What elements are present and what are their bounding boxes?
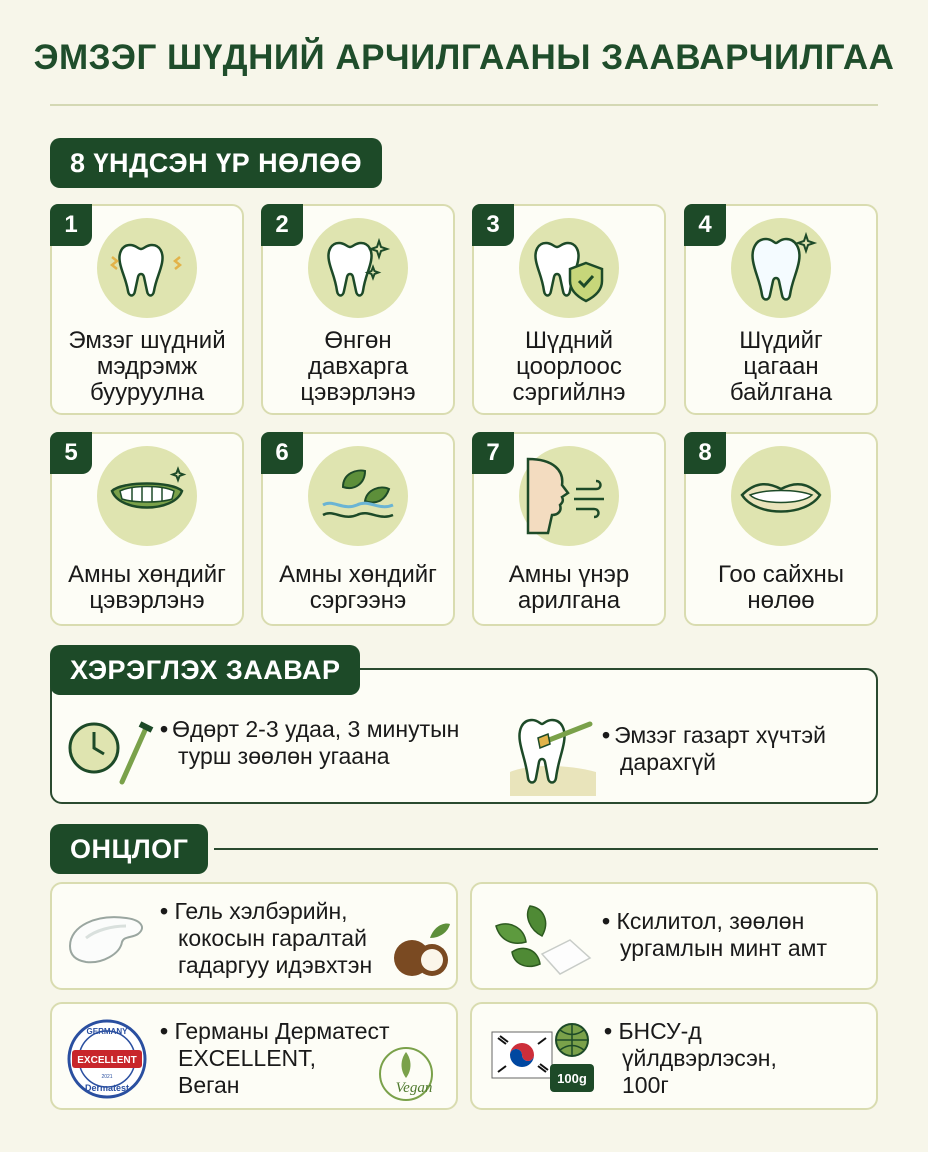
benefit-number: 3 (472, 204, 514, 246)
benefit-text-line: Шүдний (524, 327, 614, 354)
badge-year-text: 2021 (101, 1074, 113, 1080)
benefit-text-line: сэргээнэ (309, 587, 407, 614)
weight-label: 100g (557, 1071, 587, 1086)
benefit-text-line: Гоо сайхны (717, 561, 844, 588)
page-title: ЭМЗЭГ ШҮДНИЙ АРЧИЛГААНЫ ЗААВАРЧИЛГАА (33, 38, 895, 77)
features-heading (50, 824, 208, 874)
xylitol-line1: Ксилитол, зөөлөн (616, 908, 805, 934)
feature-card-gel: • Гель хэлбэрийн, кокосын гаралтай гадаргуу идэвхтэн (50, 882, 458, 990)
benefit-text-line: Шүдийг (739, 327, 823, 354)
derma-line3: Веган (178, 1072, 240, 1098)
benefit-text-line: цэвэрлэнэ (300, 379, 416, 406)
korea-line1: БНСУ-д (618, 1018, 702, 1044)
feature-card-korea: 100g • БНСУ-д үйлдвэрлэсэн, 100г (470, 1002, 878, 1110)
benefit-number: 8 (684, 432, 726, 474)
benefit-number: 4 (684, 204, 726, 246)
usage-heading (50, 645, 360, 695)
xylitol-line2: ургамлын минт амт (620, 935, 827, 961)
derma-line2: EXCELLENT, (178, 1045, 317, 1071)
benefit-text-line: сэргийлнэ (512, 379, 626, 406)
vegan-logo-icon (376, 1044, 446, 1104)
features-heading-text: ОНЦЛОГ (70, 833, 189, 864)
korea-line2: үйлдвэрлэсэн, (622, 1045, 777, 1071)
dermatest-badge-icon (66, 1018, 148, 1100)
benefit-card-1 (50, 204, 244, 415)
gel-line3: гадаргуу идэвхтэн (178, 952, 373, 978)
fresh-breath-icon (519, 446, 619, 546)
benefit-text-line: мэдрэмж (96, 353, 198, 380)
features-divider (214, 848, 878, 850)
benefit-card-2 (261, 204, 455, 415)
benefit-number: 6 (261, 432, 303, 474)
usage-heading-text: ХЭРЭГЛЭХ ЗААВАР (70, 654, 341, 685)
feature-card-dermatest: GERMANY EXCELLENT 2021 Dermatest • Германы Дерматест EXCELLENT, Веган Vegan (50, 1002, 458, 1110)
benefit-text-line: цоорлоос (516, 353, 622, 380)
lips-smile-icon (731, 446, 831, 546)
korea-flag-weight-icon (488, 1018, 598, 1098)
benefit-number: 1 (50, 204, 92, 246)
usage-left-text: • Өдөрт 2-3 удаа, 3 минутын турш зөөлөн угаана (160, 716, 460, 769)
usage-right-text: • Эмзэг газарт хүчтэй дарахгүй (602, 722, 827, 775)
derma-line1: Германы Дерматест (174, 1018, 390, 1044)
smile-teeth-icon (97, 446, 197, 546)
benefit-text-line: цэвэрлэнэ (89, 587, 205, 614)
gel-line2: кокосын гаралтай (178, 925, 367, 951)
usage-left-line2: турш зөөлөн угаана (178, 743, 390, 769)
benefits-heading-text: 8 ҮНДСЭН ҮР НӨЛӨӨ (70, 147, 363, 178)
benefit-text-line: арилгана (517, 587, 621, 614)
usage-right-line1: Эмзэг газарт хүчтэй (614, 722, 827, 748)
vegan-label: Vegan (395, 1080, 433, 1096)
benefit-text-line: Эмзэг шүдний (68, 327, 226, 354)
clock-toothbrush-icon (66, 708, 156, 788)
korea-line3: 100г (622, 1072, 669, 1098)
badge-bottom-text: Dermatest (84, 1083, 130, 1093)
benefit-text-line: Амны үнэр (508, 561, 630, 588)
usage-left-line1: Өдөрт 2-3 удаа, 3 минутын (172, 716, 460, 742)
benefit-text-line: байлгана (729, 379, 833, 406)
coconut-icon (390, 918, 454, 980)
benefit-text-line: давхарга (307, 353, 409, 380)
benefit-text-line: Өнгөн (324, 327, 392, 354)
badge-mid-text: EXCELLENT (77, 1055, 137, 1066)
benefit-card-6 (261, 432, 455, 626)
white-tooth-icon (731, 218, 831, 318)
mint-xylitol-icon (490, 900, 594, 980)
feature-card-xylitol: • Ксилитол, зөөлөн ургамлын минт амт (470, 882, 878, 990)
tooth-brushing-icon (508, 712, 598, 796)
title-divider (50, 104, 878, 106)
mint-leaves-icon (308, 446, 408, 546)
benefit-card-5 (50, 432, 244, 626)
usage-right-line2: дарахгүй (620, 749, 717, 775)
benefit-number: 7 (472, 432, 514, 474)
benefit-number: 5 (50, 432, 92, 474)
benefit-card-7 (472, 432, 666, 626)
sparkling-tooth-icon (308, 218, 408, 318)
gel-line1: Гель хэлбэрийн, (174, 898, 348, 924)
benefit-card-8 (684, 432, 878, 626)
gel-swatch-icon (66, 902, 150, 972)
benefit-card-4 (684, 204, 878, 415)
benefits-heading (50, 138, 382, 188)
benefit-card-3 (472, 204, 666, 415)
benefit-text-line: Амны хөндийг (68, 561, 226, 588)
benefit-text-line: цагаан (743, 353, 819, 380)
benefit-text-line: бууруулна (89, 379, 205, 406)
benefit-number: 2 (261, 204, 303, 246)
benefit-text-line: нөлөө (747, 587, 815, 614)
badge-top-text: GERMANY (86, 1027, 128, 1036)
tooth-shield-icon (519, 218, 619, 318)
sensitive-tooth-icon (97, 218, 197, 318)
benefit-text-line: Амны хөндийг (279, 561, 437, 588)
